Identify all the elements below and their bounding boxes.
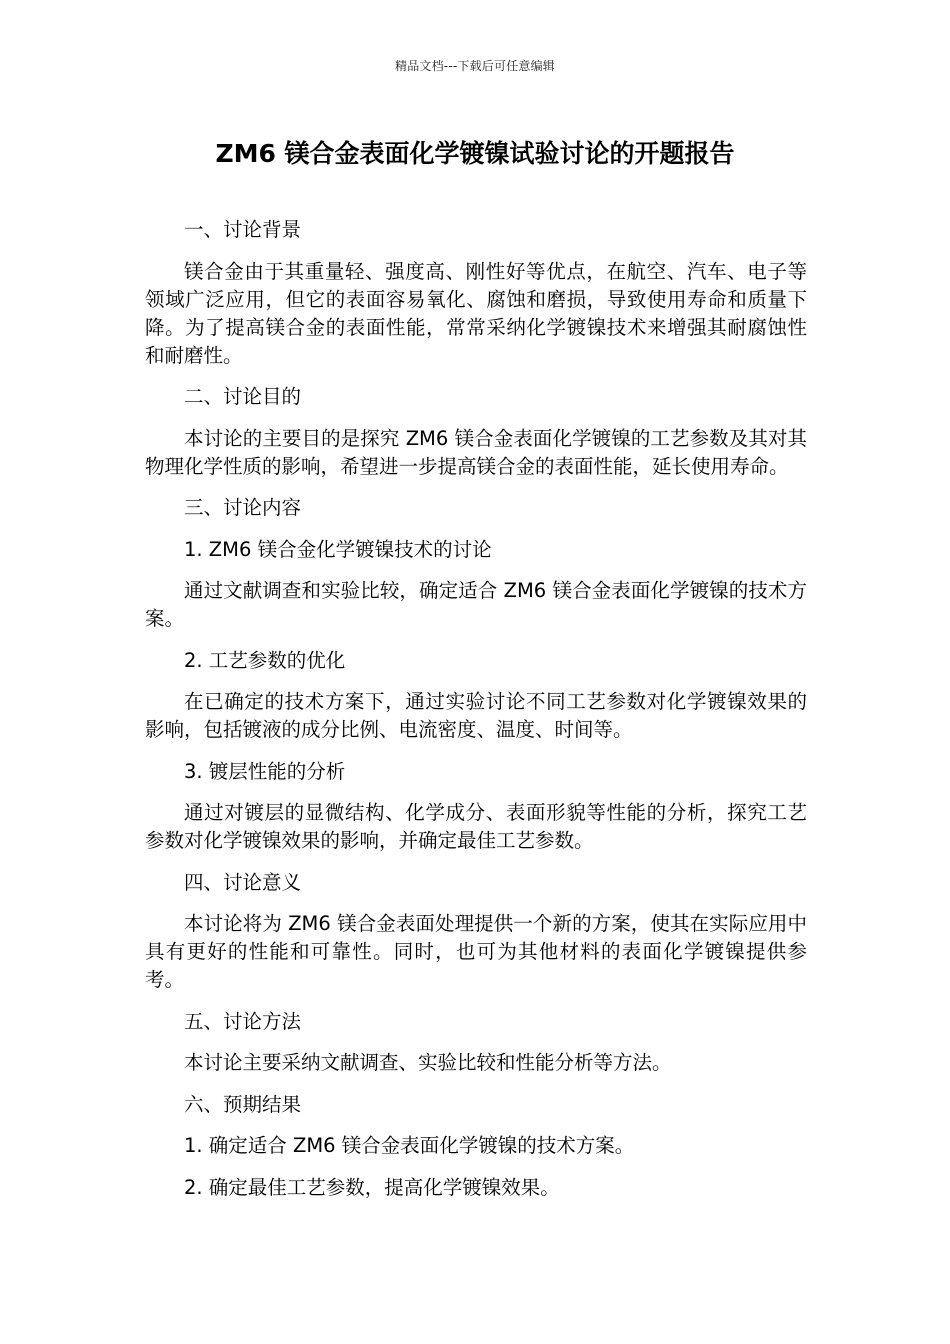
expected-result-item: 2. 确定最佳工艺参数，提高化学镀镍效果。 (184, 1175, 560, 1199)
subheading-optimization: 2. 工艺参数的优化 (184, 648, 346, 672)
paragraph-technique: 通过文献调查和实验比较，确定适合 ZM6 镁合金表面化学镀镍的技术方案。 (145, 579, 807, 630)
section-heading-content: 三、讨论内容 (184, 496, 302, 519)
paragraph-optimization: 在已确定的技术方案下，通过实验讨论不同工艺参数对化学镀镍效果的影响，包括镀液的成分比例、电流密度、温度、时间等。 (145, 690, 807, 741)
subheading-technique: 1. ZM6 镁合金化学镀镍技术的讨论 (184, 537, 492, 561)
paragraph-method: 本讨论主要采纳文献调查、实验比较和性能分析等方法。 (184, 1051, 672, 1074)
paragraph-analysis: 通过对镀层的显微结构、化学成分、表面形貌等性能的分析，探究工艺参数对化学镀镍效果的影响，并确定最佳工艺参数。 (145, 801, 807, 852)
document-body (145, 216, 807, 1215)
section-heading-expected-results: 六、预期结果 (184, 1092, 302, 1116)
section-heading-purpose: 二、讨论目的 (184, 385, 302, 408)
subheading-analysis: 3. 镀层性能的分析 (184, 759, 346, 783)
section-heading-background: 一、讨论背景 (184, 218, 302, 241)
section-heading-method: 五、讨论方法 (184, 1009, 302, 1033)
section-heading-significance: 四、讨论意义 (184, 870, 302, 894)
paragraph-significance: 本讨论将为 ZM6 镁合金表面处理提供一个新的方案，使其在实际应用中具有更好的性能和可靠性。同时，也可为其他材料的表面化学镀镍提供参考。 (145, 912, 807, 991)
header-note: 精品文档---下载后可任意编辑 (395, 59, 555, 73)
paragraph-purpose: 本讨论的主要目的是探究 ZM6 镁合金表面化学镀镍的工艺参数及其对其物理化学性质的影响，希望进一步提高镁合金的表面性能，延长使用寿命。 (145, 426, 807, 478)
document-title: ZM6 镁合金表面化学镀镍试验讨论的开题报告 (215, 139, 735, 168)
paragraph-background: 镁合金由于其重量轻、强度高、刚性好等优点，在航空、汽车、电子等领域广泛应用，但它的表面容易氧化、腐蚀和磨损，导致使用寿命和质量下降。为了提高镁合金的表面性能，常常采纳化学镀镍技术来增强其耐腐蚀性和耐磨性。 (145, 259, 807, 367)
expected-result-item: 1. 确定适合 ZM6 镁合金表面化学镀镍的技术方案。 (184, 1134, 635, 1157)
